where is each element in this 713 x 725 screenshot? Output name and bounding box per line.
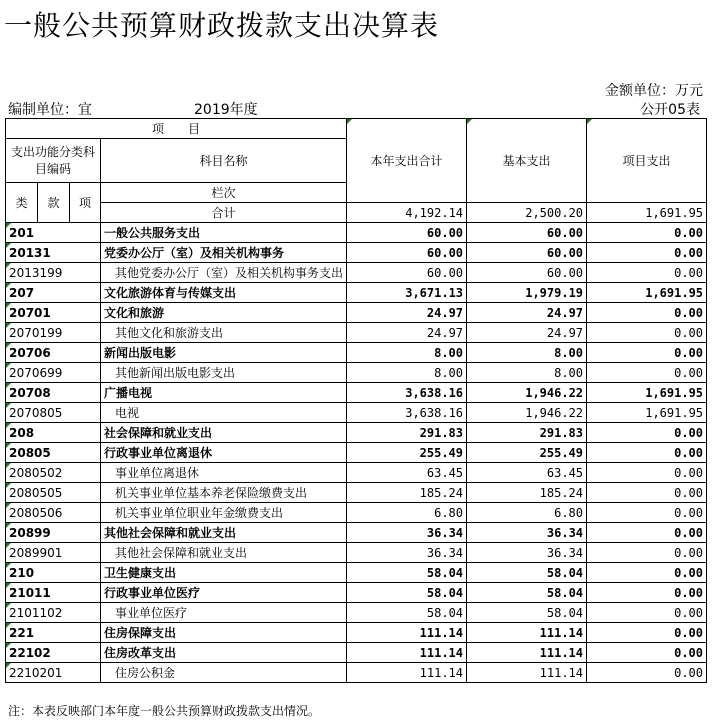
table-row: [6, 463, 707, 483]
cell-basic: 60.00: [467, 223, 587, 243]
cell-basic: 1,946.22: [467, 383, 587, 403]
cell-code: 2080505: [6, 483, 101, 503]
cell-basic: 24.97: [467, 303, 587, 323]
table-row: [6, 223, 707, 243]
header-row-colnums: [6, 203, 707, 223]
cell-total: 255.49: [347, 443, 467, 463]
table-row: [6, 423, 707, 443]
cell-code: 2013199: [6, 263, 101, 283]
cell-project: 0.00: [587, 363, 707, 383]
cell-code: 2101102: [6, 603, 101, 623]
cell-name: 社会保障和就业支出: [101, 423, 347, 443]
cell-total: 24.97: [347, 303, 467, 323]
cell-total: 8.00: [347, 343, 467, 363]
cell-code: 20706: [6, 343, 101, 363]
cell-total: 63.45: [347, 463, 467, 483]
table-row: [6, 643, 707, 663]
cell-project: 0.00: [587, 643, 707, 663]
cell-basic: 24.97: [467, 323, 587, 343]
cell-name: 党委办公厅（室）及相关机构事务: [101, 243, 347, 263]
cell-code: 208: [6, 423, 101, 443]
header-kuan: 款: [38, 183, 70, 223]
header-heji: 合计: [101, 203, 347, 223]
header-subject-name: 科目名称: [101, 139, 347, 183]
table-row: [6, 543, 707, 563]
table-row: [6, 563, 707, 583]
cell-code: 20805: [6, 443, 101, 463]
header-lanci: 栏次: [101, 183, 347, 203]
cell-total: 111.14: [347, 663, 467, 683]
totals-project: 1,691.95: [587, 203, 707, 223]
header-project: 项目支出: [587, 119, 707, 203]
cell-project: 0.00: [587, 523, 707, 543]
cell-code: 2070699: [6, 363, 101, 383]
cell-basic: 1,979.19: [467, 283, 587, 303]
cell-name: 卫生健康支出: [101, 563, 347, 583]
table-row: [6, 283, 707, 303]
cell-name: 住房公积金: [101, 663, 347, 683]
cell-name: 其他文化和旅游支出: [101, 323, 347, 343]
cell-project: 0.00: [587, 463, 707, 483]
cell-basic: 36.34: [467, 543, 587, 563]
cell-name: 其他新闻出版电影支出: [101, 363, 347, 383]
table-row: [6, 403, 707, 423]
cell-total: 36.34: [347, 543, 467, 563]
cell-code: 22102: [6, 643, 101, 663]
cell-total: 24.97: [347, 323, 467, 343]
footnote: 注：本表反映部门本年度一般公共预算财政拨款支出情况。: [8, 704, 321, 718]
cell-project: 0.00: [587, 603, 707, 623]
cell-total: 58.04: [347, 563, 467, 583]
table-row: [6, 483, 707, 503]
cell-project: 0.00: [587, 223, 707, 243]
header-lei: 类: [6, 183, 38, 223]
cell-basic: 58.04: [467, 583, 587, 603]
cell-total: 60.00: [347, 263, 467, 283]
cell-basic: 6.80: [467, 503, 587, 523]
cell-code: 201: [6, 223, 101, 243]
cell-basic: 1,946.22: [467, 403, 587, 423]
cell-project: 0.00: [587, 483, 707, 503]
cell-name: 新闻出版电影: [101, 343, 347, 363]
cell-code: 21011: [6, 583, 101, 603]
cell-code: 207: [6, 283, 101, 303]
cell-basic: 8.00: [467, 363, 587, 383]
cell-name: 文化旅游体育与传媒支出: [101, 283, 347, 303]
cell-total: 60.00: [347, 223, 467, 243]
table-row: [6, 503, 707, 523]
cell-basic: 255.49: [467, 443, 587, 463]
cell-total: 60.00: [347, 243, 467, 263]
cell-name: 文化和旅游: [101, 303, 347, 323]
cell-name: 机关事业单位基本养老保险缴费支出: [101, 483, 347, 503]
cell-total: 58.04: [347, 583, 467, 603]
page-title: 一般公共预算财政拨款支出决算表: [4, 9, 440, 42]
cell-project: 0.00: [587, 503, 707, 523]
cell-project: 0.00: [587, 443, 707, 463]
table-row: [6, 303, 707, 323]
cell-total: 291.83: [347, 423, 467, 443]
cell-total: 3,638.16: [347, 383, 467, 403]
meta-row: [8, 99, 698, 117]
table-row: [6, 523, 707, 543]
cell-code: 2089901: [6, 543, 101, 563]
cell-total: 185.24: [347, 483, 467, 503]
cell-code: 20131: [6, 243, 101, 263]
cell-name: 事业单位离退休: [101, 463, 347, 483]
cell-basic: 111.14: [467, 643, 587, 663]
cell-total: 36.34: [347, 523, 467, 543]
cell-total: 111.14: [347, 643, 467, 663]
table-row: [6, 323, 707, 343]
cell-project: 0.00: [587, 563, 707, 583]
cell-code: 2080502: [6, 463, 101, 483]
cell-project: 1,691.95: [587, 383, 707, 403]
cell-basic: 60.00: [467, 243, 587, 263]
cell-name: 行政事业单位离退休: [101, 443, 347, 463]
cell-total: 58.04: [347, 603, 467, 623]
totals-basic: 2,500.20: [467, 203, 587, 223]
cell-project: 0.00: [587, 323, 707, 343]
cell-code: 2070199: [6, 323, 101, 343]
cell-project: 0.00: [587, 263, 707, 283]
cell-project: 0.00: [587, 303, 707, 323]
cell-name: 机关事业单位职业年金缴费支出: [101, 503, 347, 523]
table-row: [6, 583, 707, 603]
cell-code: 221: [6, 623, 101, 643]
cell-project: 0.00: [587, 583, 707, 603]
cell-name: 事业单位医疗: [101, 603, 347, 623]
unit-label: 金额单位：万元: [605, 83, 703, 99]
cell-code: 20701: [6, 303, 101, 323]
cell-code: 20899: [6, 523, 101, 543]
cell-basic: 8.00: [467, 343, 587, 363]
cell-total: 6.80: [347, 503, 467, 523]
cell-code: 20708: [6, 383, 101, 403]
header-func-code: 支出功能分类科目编码: [6, 139, 101, 183]
cell-name: 其他社会保障和就业支出: [101, 543, 347, 563]
cell-project: 0.00: [587, 243, 707, 263]
cell-code: 2080506: [6, 503, 101, 523]
cell-basic: 58.04: [467, 603, 587, 623]
header-total: 本年支出合计: [347, 119, 467, 203]
cell-project: 0.00: [587, 663, 707, 683]
cell-project: 0.00: [587, 623, 707, 643]
cell-name: 行政事业单位医疗: [101, 583, 347, 603]
cell-name: 其他党委办公厅（室）及相关机构事务支出: [101, 263, 347, 283]
cell-name: 电视: [101, 403, 347, 423]
cell-code: 2210201: [6, 663, 101, 683]
cell-total: 3,671.13: [347, 283, 467, 303]
cell-basic: 111.14: [467, 623, 587, 643]
header-row-item: [6, 119, 707, 139]
cell-project: 1,691.95: [587, 283, 707, 303]
cell-basic: 63.45: [467, 463, 587, 483]
cell-basic: 185.24: [467, 483, 587, 503]
cell-total: 111.14: [347, 623, 467, 643]
year-label: 2019年度: [194, 102, 258, 118]
table-row: [6, 443, 707, 463]
table-row: [6, 383, 707, 403]
cell-project: 0.00: [587, 543, 707, 563]
table-row: [6, 243, 707, 263]
cell-project: 1,691.95: [587, 403, 707, 423]
cell-code: 210: [6, 563, 101, 583]
cell-name: 住房改革支出: [101, 643, 347, 663]
form-code: 公开05表: [640, 102, 700, 118]
cell-name: 广播电视: [101, 383, 347, 403]
header-item: 项 目: [6, 119, 347, 139]
cell-total: 8.00: [347, 363, 467, 383]
cell-total: 3,638.16: [347, 403, 467, 423]
cell-code: 2070805: [6, 403, 101, 423]
cell-name: 其他社会保障和就业支出: [101, 523, 347, 543]
cell-basic: 111.14: [467, 663, 587, 683]
table-row: [6, 363, 707, 383]
cell-project: 0.00: [587, 343, 707, 363]
expenditure-table: [5, 118, 707, 683]
cell-basic: 291.83: [467, 423, 587, 443]
header-xiang: 项: [70, 183, 101, 223]
totals-total: 4,192.14: [347, 203, 467, 223]
cell-name: 一般公共服务支出: [101, 223, 347, 243]
cell-basic: 60.00: [467, 263, 587, 283]
table-row: [6, 623, 707, 643]
cell-basic: 36.34: [467, 523, 587, 543]
header-basic: 基本支出: [467, 119, 587, 203]
cell-name: 住房保障支出: [101, 623, 347, 643]
table-row: [6, 603, 707, 623]
table-row: [6, 343, 707, 363]
cell-basic: 58.04: [467, 563, 587, 583]
table-row: [6, 263, 707, 283]
cell-project: 0.00: [587, 423, 707, 443]
org-label: 编制单位：宜: [8, 102, 92, 118]
table-row: [6, 663, 707, 683]
